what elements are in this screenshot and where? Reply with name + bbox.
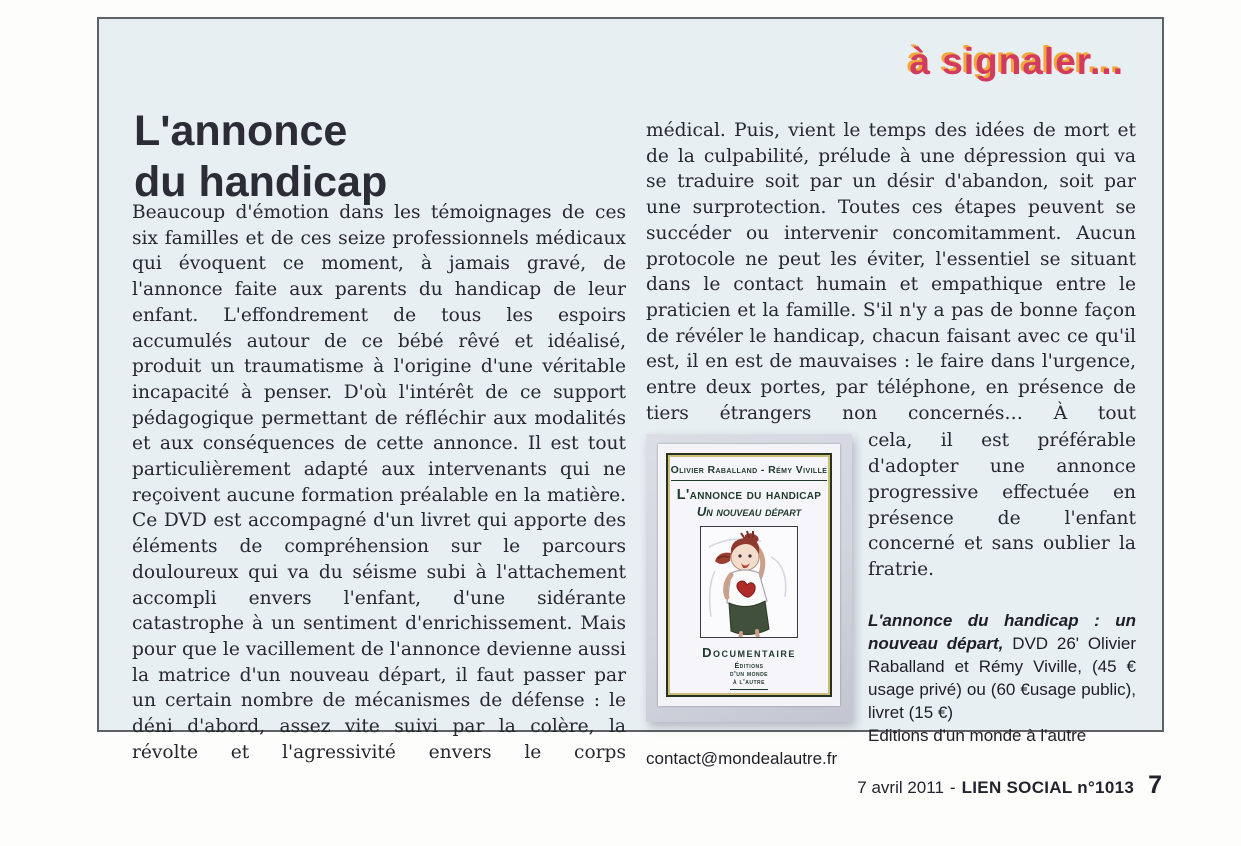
dvd-cover-authors: Olivier Raballand - Rémy Viville xyxy=(671,464,828,481)
article-paragraph-right-wrap: cela, il est préférable d'adopter une annonce progressive effectuée en présence de l'enfant concerné et sans oublier la fratrie. xyxy=(868,430,1136,580)
dvd-publisher-line2: d'un monde xyxy=(729,671,769,679)
dvd-cover-title: L'annonce du handicap xyxy=(676,487,822,504)
dvd-cover-card xyxy=(658,444,840,706)
dvd-cover-publisher-logo xyxy=(730,663,768,690)
article-panel xyxy=(97,17,1164,768)
dvd-cover-genre: Documentaire xyxy=(702,645,796,661)
caption-contact-email[interactable]: contact@mondealautre.fr xyxy=(646,748,838,768)
footer-page-number: 7 xyxy=(1148,771,1162,799)
footer-magazine-name: LIEN SOCIAL n°1013 xyxy=(961,778,1135,797)
page-footer xyxy=(857,771,1162,800)
footer-date: 7 avril 2011 xyxy=(857,778,944,797)
article-title-line1: L'annonce xyxy=(134,106,348,155)
caption-publisher: Editions d'un monde à l'autre xyxy=(868,725,1087,745)
dvd-cover-illustration xyxy=(700,526,798,638)
dvd-cover-frame xyxy=(666,453,832,697)
wrap-zone xyxy=(646,428,1136,769)
section-label: à signaler... xyxy=(909,41,1124,82)
caption-title: L'annonce du handicap : un nouveau départ, xyxy=(868,610,1136,653)
footer-separator: - xyxy=(949,778,956,797)
article-paragraph-right-top: médical. Puis, vient le temps des idées de mort et de la culpabilité, prélude à une dépression qui va se traduire soit par un désir d'abandon, soit par une surprotection. Toutes ces étapes peuvent se succéder ou intervenir concomitamment. Aucun protocole ne peut les éviter, l'essentiel se situant dans le contact humain et empathique entre le praticien et la famille. S'il n'y a pas de bonne façon de révéler le handicap, chacun faisant avec ce qu'il est, il en est de mauvaises : le faire dans l'urgence, entre deux portes, par téléphone, en présence de tiers étrangers non concernés… À tout xyxy=(646,120,1136,424)
dvd-publisher-line3: à l'autre xyxy=(733,679,765,687)
article-title-line2: du handicap xyxy=(134,157,388,206)
article-column-right xyxy=(646,118,1136,770)
article-column-left: Beaucoup d'émotion dans les témoignages de ces six familles et de ces seize professionnels médicaux qui évoquent ce moment, à jamais gravé, de l'annonce faite aux parents du handicap de leur enfant. L'effondrement de tous les espoirs accumulés autour de ce bébé rêvé et idéalisé, produit un traumatisme à l'origine d'une véritable incapacité à penser. D'où l'intérêt de ce support pédagogique permettant de réfléchir aux modalités et aux conséquences de cette annonce. Il est tout particulièrement adapté aux intervenants qui ne reçoivent aucune formation préalable en la matière. Ce DVD est accompagné d'un livret qui apporte des éléments de compréhension sur le parcours douloureux qui va du séisme subi à l'attachement accompli envers l'enfant, d'une sidérante catastrophe à un sentiment d'enrichissement. Mais pour que le vacillement de l'annonce devienne aussi la matrice d'un nouveau départ, il faut passer par un certain nombre de mécanismes de défense : le déni d'abord, assez vite suivi par la colère, la révolte et l'agressivité envers le corps xyxy=(132,202,626,763)
article-title xyxy=(134,106,387,208)
dvd-cover-photo xyxy=(646,434,852,722)
dvd-publisher-line1: Éditions xyxy=(734,663,764,671)
dvd-cover-subtitle: Un nouveau départ xyxy=(696,504,802,520)
caption-details: DVD 26' Olivier Raballand et Rémy Viville, (45 € usage privé) ou (60 €usage public), livret (15 €) xyxy=(868,633,1136,722)
